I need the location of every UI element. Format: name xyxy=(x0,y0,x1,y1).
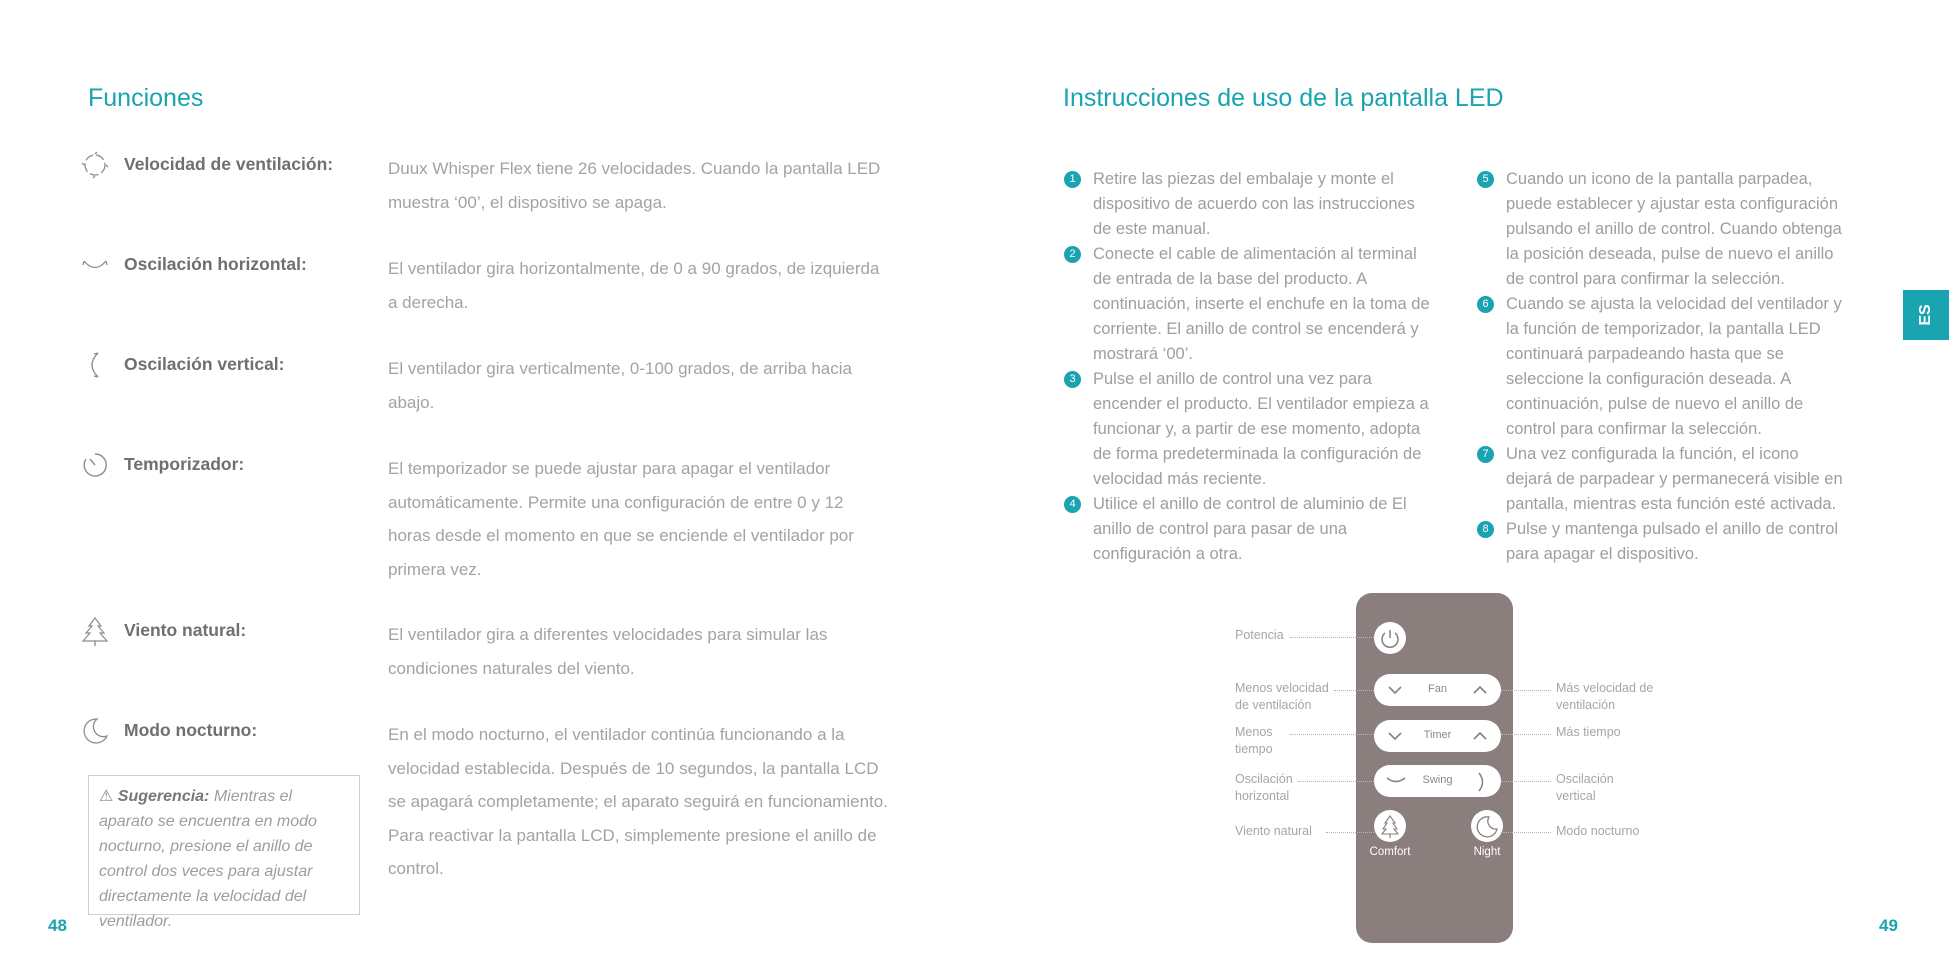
step-text: Pulse el anillo de control una vez para encender el producto. El ventilador empieza a funcionar y, a partir de ese momento, adopta de forma predeterminada la configuración de velocidad más reciente. xyxy=(1093,370,1429,488)
callout-oscilacion-horizontal: Oscilación horizontal xyxy=(1235,772,1293,803)
steps-column-1 xyxy=(1063,167,1433,567)
page-number-right: 49 xyxy=(1879,916,1898,935)
callout-viento-natural: Viento natural xyxy=(1235,824,1312,838)
power-button[interactable] xyxy=(1374,622,1406,654)
swing-label: Swing xyxy=(1422,774,1453,786)
callout-menos-velocidad: Menos velocidad de ventilación xyxy=(1235,681,1329,712)
callout-mas-tiempo: Más tiempo xyxy=(1556,725,1621,739)
step-text: Conecte el cable de alimentación al terminal de entrada de la base del producto. A continuación, inserte el enchufe en la toma de corriente. El anillo de control se encenderá y mostrará ‘00’. xyxy=(1093,245,1430,363)
feature-label: Velocidad de ventilación: xyxy=(124,154,334,174)
step-text: Retire las piezas del embalaje y monte el dispositivo de acuerdo con las instrucciones de este manual. xyxy=(1093,170,1415,238)
night-label: Night xyxy=(1473,846,1501,858)
step-text: Utilice el anillo de control de aluminio de El anillo de control para pasar de una configuración a otra. xyxy=(1093,495,1407,563)
feature-description: El ventilador gira a diferentes velocidades para simular las condiciones naturales del viento. xyxy=(388,625,828,678)
feature-label: Oscilación vertical: xyxy=(124,354,285,374)
leader-line xyxy=(1501,781,1551,782)
step-item xyxy=(1476,517,1846,567)
leader-line xyxy=(1298,781,1374,782)
power-icon xyxy=(1374,622,1406,654)
leader-line xyxy=(1334,690,1374,691)
tip-text: Mientras el aparato se encuentra en modo nocturno, presione el anillo de control dos veces para ajustar directamente la velocidad del ventilador. xyxy=(99,788,317,930)
fan-control-pill xyxy=(1374,674,1501,706)
feature-description: El ventilador gira horizontalmente, de 0 a 90 grados, de izquierda a derecha. xyxy=(388,259,880,312)
step-number: 4 xyxy=(1064,496,1081,513)
fan-speed-icon xyxy=(80,150,110,180)
vertical-swing-icon[interactable] xyxy=(1477,771,1487,793)
page-title-instrucciones: Instrucciones de uso de la pantalla LED xyxy=(1063,84,1504,112)
step-item xyxy=(1476,292,1846,442)
callout-menos-tiempo: Menos tiempo xyxy=(1235,725,1273,756)
callout-mas-velocidad: Más velocidad de ventilación xyxy=(1556,681,1654,712)
callout-oscilacion-vertical: Oscilación vertical xyxy=(1556,772,1614,803)
step-number: 1 xyxy=(1064,171,1081,188)
language-tab-label: ES xyxy=(1917,304,1934,326)
feature-label: Temporizador: xyxy=(124,454,245,474)
chevron-up-icon[interactable] xyxy=(1472,729,1488,743)
leader-line xyxy=(1326,832,1374,833)
step-text: Cuando se ajusta la velocidad del ventilador y la función de temporizador, la pantalla LED continuará parpadeando hasta que se seleccione la configuración deseada. A continuación, pulse de nuevo el anillo de control para confirmar la selección. xyxy=(1506,295,1842,438)
horizontal-oscillation-icon xyxy=(80,250,110,280)
step-item xyxy=(1476,442,1846,517)
feature-label: Viento natural: xyxy=(124,620,247,640)
tip-label: Sugerencia: xyxy=(117,788,210,805)
language-tab[interactable] xyxy=(1903,290,1949,340)
leader-line xyxy=(1290,734,1374,735)
tip-box xyxy=(88,775,360,930)
fan-label: Fan xyxy=(1428,683,1447,695)
step-text: Una vez configurada la función, el icono dejará de parpadear y permanecerá visible en pantalla, mientras esta función esté activada. xyxy=(1506,445,1843,513)
step-number: 8 xyxy=(1477,521,1494,538)
feature-description: En el modo nocturno, el ventilador continúa funcionando a la velocidad establecida. Después de 10 segundos, la pantalla LCD se apagará completamente; el aparato seguirá en funcionamiento. Para reactivar la pantalla LCD, simplemente presione el anillo de control. xyxy=(388,725,888,878)
step-number: 3 xyxy=(1064,371,1081,388)
leader-line xyxy=(1501,734,1551,735)
step-number: 7 xyxy=(1477,446,1494,463)
feature-label: Oscilación horizontal: xyxy=(124,254,307,274)
leader-line xyxy=(1503,832,1551,833)
warning-icon: ⚠ xyxy=(99,788,114,805)
swing-control-pill xyxy=(1374,765,1501,797)
feature-description: El temporizador se puede ajustar para apagar el ventilador automáticamente. Permite una configuración de entre 0 y 12 horas desde el momento en que se enciende el ventilador por primera vez. xyxy=(388,459,854,579)
steps-column-2 xyxy=(1476,167,1846,567)
chevron-up-icon[interactable] xyxy=(1472,683,1488,697)
night-button[interactable] xyxy=(1471,810,1503,842)
comfort-button[interactable] xyxy=(1374,810,1406,842)
leader-line xyxy=(1290,637,1374,638)
feature-description: El ventilador gira verticalmente, 0-100 grados, de arriba hacia abajo. xyxy=(388,359,852,412)
comfort-label: Comfort xyxy=(1369,846,1411,858)
tree-icon xyxy=(80,616,110,646)
tree-icon xyxy=(1374,810,1406,842)
moon-icon xyxy=(80,716,110,746)
step-text: Cuando un icono de la pantalla parpadea, puede establecer y ajustar esta configuración pulsando el anillo de control. Cuando obtenga la posición deseada, pulse de nuevo el anillo de control para confirmar la selección. xyxy=(1506,170,1842,288)
feature-label: Modo nocturno: xyxy=(124,720,258,740)
callout-potencia: Potencia xyxy=(1235,628,1284,642)
leader-line xyxy=(1501,690,1551,691)
moon-icon xyxy=(1471,810,1503,842)
page-number-left: 48 xyxy=(48,916,67,935)
step-number: 6 xyxy=(1477,296,1494,313)
timer-control-pill xyxy=(1374,720,1501,752)
step-number: 2 xyxy=(1064,246,1081,263)
step-number: 5 xyxy=(1477,171,1494,188)
timer-icon xyxy=(80,450,110,480)
callout-modo-nocturno: Modo nocturno xyxy=(1556,824,1640,838)
feature-description: Duux Whisper Flex tiene 26 velocidades. Cuando la pantalla LED muestra ‘00’, el dispositivo se apaga. xyxy=(388,159,881,212)
vertical-oscillation-icon xyxy=(80,350,110,380)
page-title-funciones: Funciones xyxy=(88,84,204,112)
step-text: Pulse y mantenga pulsado el anillo de control para apagar el dispositivo. xyxy=(1506,520,1839,563)
step-item xyxy=(1476,167,1846,292)
step-item xyxy=(1063,367,1433,492)
step-item xyxy=(1063,492,1433,567)
step-item xyxy=(1063,167,1433,242)
timer-label: Timer xyxy=(1423,729,1452,741)
step-item xyxy=(1063,242,1433,367)
